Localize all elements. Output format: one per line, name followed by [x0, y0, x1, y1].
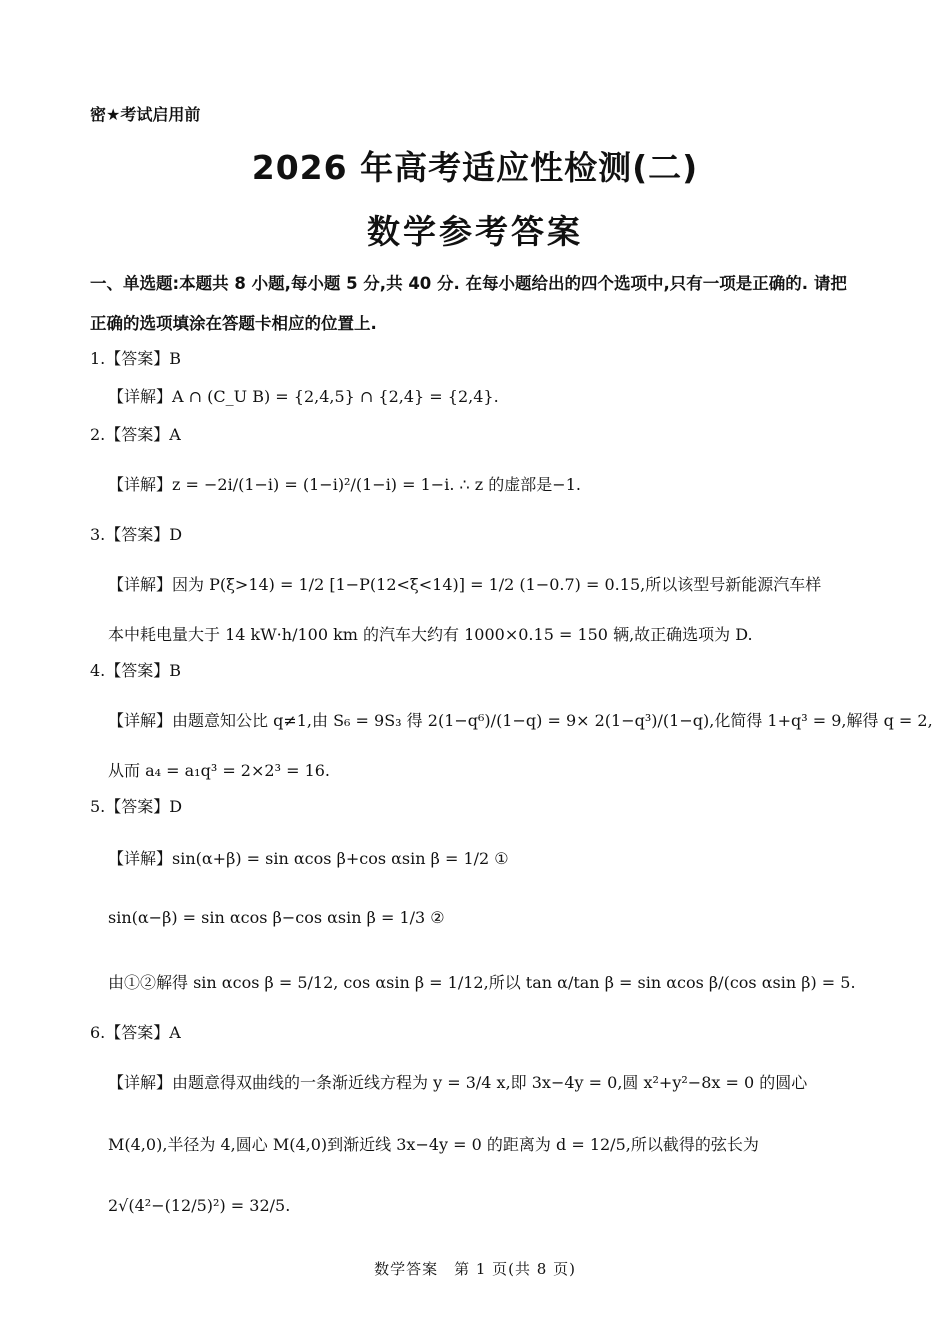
q1-answer: 1.【答案】B — [90, 349, 182, 368]
q5-explanation-2: sin(α−β) = sin αcos β−cos αsin β = 1/3 ② — [108, 908, 445, 927]
q1-explanation: 【详解】A ∩ (C_U B) = {2,4,5} ∩ {2,4} = {2,4}. — [108, 387, 499, 406]
page-footer: 数学答案 第 1 页(共 8 页) — [374, 1260, 576, 1278]
q2-answer: 2.【答案】A — [90, 425, 181, 444]
q3-explanation-1: 【详解】因为 P(ξ>14) = 1/2 [1−P(12<ξ<14)] = 1/2 (1−0.7) = 0.15,所以该型号新能源汽车样 — [108, 575, 822, 594]
q5-answer: 5.【答案】D — [90, 797, 183, 816]
q6-explanation-1: 【详解】由题意得双曲线的一条渐近线方程为 y = 3/4 x,即 3x−4y = 0,圆 x²+y²−8x = 0 的圆心 — [108, 1073, 808, 1092]
q5-explanation-1: 【详解】sin(α+β) = sin αcos β+cos αsin β = 1/2 ① — [108, 849, 509, 868]
exam-title: 2026 年高考适应性检测(二) — [251, 148, 699, 187]
q3-explanation-2: 本中耗电量大于 14 kW·h/100 km 的汽车大约有 1000×0.15 = 150 辆,故正确选项为 D. — [108, 625, 753, 644]
q6-explanation-3: 2√(4²−(12/5)²) = 32/5. — [108, 1196, 291, 1215]
confidential-mark: 密★考试启用前 — [90, 105, 201, 124]
q5-explanation-3: 由①②解得 sin αcos β = 5/12, cos αsin β = 1/12,所以 tan α/tan β = sin αcos β/(cos αsin β) = 5. — [108, 973, 856, 992]
q4-explanation-1: 【详解】由题意知公比 q≠1,由 S₆ = 9S₃ 得 2(1−q⁶)/(1−q) = 9× 2(1−q³)/(1−q),化简得 1+q³ = 9,解得 q = 2, — [108, 711, 933, 730]
q4-answer: 4.【答案】B — [90, 661, 182, 680]
section-intro: 一、单选题:本题共 8 小题,每小题 5 分,共 40 分. 在每小题给出的四个选项中,只有一项是正确的. 请把正确的选项填涂在答题卡相应的位置上. — [90, 274, 847, 333]
q6-answer: 6.【答案】A — [90, 1023, 181, 1042]
q2-explanation: 【详解】z = −2i/(1−i) = (1−i)²/(1−i) = 1−i. ∴ z 的虚部是−1. — [108, 475, 581, 494]
q6-explanation-2: M(4,0),半径为 4,圆心 M(4,0)到渐近线 3x−4y = 0 的距离为 d = 12/5,所以截得的弦长为 — [108, 1135, 759, 1154]
exam-subtitle: 数学参考答案 — [367, 212, 583, 251]
q3-answer: 3.【答案】D — [90, 525, 183, 544]
q4-explanation-2: 从而 a₄ = a₁q³ = 2×2³ = 16. — [108, 761, 331, 780]
